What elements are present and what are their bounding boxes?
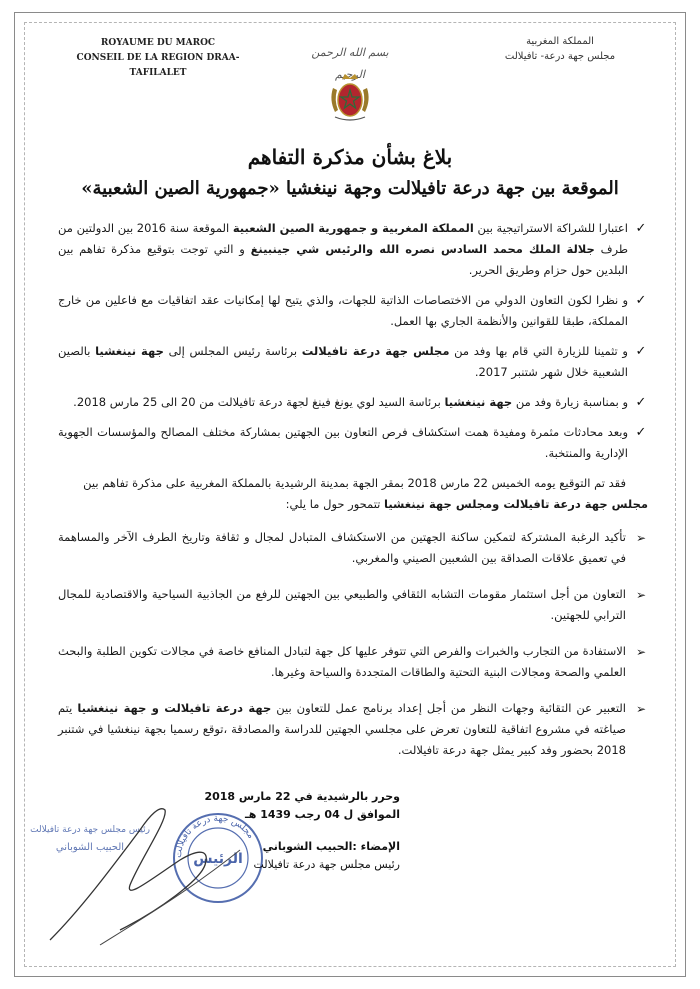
consideration-text: و نظرا لكون التعاون الدولي من الاختصاصات الذاتية للجهات، والذي يتيح لها إمكانيات عقد اتفاقيات مع فاعلين من خارج المملكة، طبقا للقوانين والأنظمة الجاري بها العمل. [58, 293, 628, 328]
header-council-ar: مجلس جهة درعة- تافيلالت [504, 51, 616, 62]
point-text: تأكيد الرغبة المشتركة لتمكين ساكنة الجهتين من الاستكشاف المتبادل لمجال و ثقافة وتاريخ الطرف الآخر والمساهمة في تعميق علاقات الصداقة بين الشعبين الصيني والمغربي. [58, 530, 626, 565]
consideration-text: برئاسة رئيس المجلس إلى [163, 344, 302, 358]
point-text: التعبير عن التقائية وجهات النظر من أجل إعداد برنامج عمل للتعاون بين [271, 701, 627, 715]
intro-line-1: فقد تم التوقيع يومه الخميس 22 مارس 2018 بمقر الجهة بمدينة الرشيدية بالمملكة المغربية على مذكرة تفاهم بين [83, 476, 626, 490]
consideration-text: برئاسة السيد لوي يونغ فينغ لجهة درعة تافيلالت من 20 الى 25 مارس 2018. [73, 395, 445, 409]
signing-intro [58, 473, 648, 515]
consideration-text: و التي توجت بتوقيع مذكرة تفاهم بين البلدين حول حزام وطريق الحرير. [58, 242, 628, 277]
check-icon: ✓ [635, 221, 647, 236]
consideration-bold: جهة نينغشيا [95, 344, 164, 358]
consideration-text: اعتبارا للشراكة الاستراتيجية بين [473, 221, 628, 235]
consideration-text: وبعد محادثات مثمرة ومفيدة همت استكشاف فرص التعاون بين الجهتين بمشاركة مختلف المصالح والمؤسسات الجهوية الإدارية والمنتخبة. [58, 425, 628, 460]
intro-line-2-post: تتمحور حول ما يلي: [285, 497, 385, 511]
header-french [58, 36, 258, 81]
intro-line-2 [58, 494, 648, 515]
consideration-item [58, 218, 648, 281]
title-line-2: الموقعة بين جهة درعة تافيلالت وجهة نينغشيا «جمهورية الصين الشعبية» [81, 178, 619, 199]
consideration-item [58, 290, 648, 332]
basmala-calligraphy: بسم الله الرحمن الرحيم [311, 46, 389, 81]
stamp-rect-line-1: رئيس مجلس جهة درعة تافيلالت [30, 825, 150, 835]
consideration-item [58, 341, 648, 383]
signatory-role: رئيس مجلس جهة درعة تافيلالت [253, 858, 400, 871]
document-body [58, 218, 648, 776]
signed-by: الإمضاء :الحبيب الشوباني [262, 840, 400, 853]
title-line-1: بلاغ بشأن مذكرة التفاهم [247, 145, 453, 169]
consideration-bold: المملكة المغربية و جمهورية الصين الشعبية [232, 221, 474, 235]
check-icon: ✓ [635, 344, 647, 359]
mou-point [58, 527, 648, 569]
point-bold: جهة درعة تافيلالت و جهة نينغشيا [77, 701, 272, 715]
hijri-date: الموافق ل 04 رجب 1439 هـ [245, 808, 400, 821]
arrow-bullet-icon: ➢ [635, 531, 647, 545]
arrow-bullet-icon: ➢ [635, 702, 647, 716]
stamp-rect-line-2: الحبيب الشوباني [55, 842, 125, 853]
signature-block [140, 788, 400, 874]
header-kingdom-ar: المملكة المغربية [526, 36, 594, 47]
consideration-item [58, 422, 648, 464]
consideration-bold: مجلس جهة درعة تافيلالت [301, 344, 450, 358]
arrow-bullet-icon: ➢ [635, 645, 647, 659]
check-icon: ✓ [635, 293, 647, 308]
mou-point [58, 584, 648, 626]
arrow-bullet-icon: ➢ [635, 588, 647, 602]
check-icon: ✓ [635, 395, 647, 410]
point-text: الاستفادة من التجارب والخبرات والفرص التي تتوفر عليها كل جهة لتبادل المنافع خاصة في مجالات تكوين الطلبة والبحث العلمي والصحة ومجالات البنية التحتية والطاقات المتجددة والسياحة وغيرها. [58, 644, 626, 679]
consideration-text: و بمناسبة زيارة وفد من [512, 395, 628, 409]
header-kingdom-fr: ROYAUME DU MAROC [100, 38, 216, 48]
intro-parties: مجلس جهة درعة تافيلالت ومجلس جهة نينغشيا [384, 497, 648, 511]
stamp-ring-text: مجلس جهة درعة تافيلالت [173, 813, 256, 859]
consideration-text: و تثمينا للزيارة التي قام بها وفد من [449, 344, 628, 358]
stamp-center-text: الرئيس [193, 851, 243, 867]
consideration-bold: جلالة الملك محمد السادس نصره الله والرئيس شي جينبينغ [250, 242, 595, 256]
consideration-text: الموقعة سنة 2016 بين الدولتين من طرف [58, 221, 628, 256]
consideration-text: بالصين الشعبية خلال شهر شتنبر 2017. [58, 344, 628, 379]
consideration-bold: جهة نينغشيا [444, 395, 513, 409]
consideration-item [58, 392, 648, 413]
point-text: يتم صياغته في مشروع اتفاقية للتعاون تعرض على مجلسي الجهتين للدراسة والمصادقة ،توقع رسميا بجهة نينغشيا في شتنبر 2018 بحضور وفد كبير يمثل جهة درعة تافيلالت. [58, 701, 626, 757]
mou-point [58, 698, 648, 761]
point-text: التعاون من أجل استثمار مقومات التشابه الثقافي والطبيعي بين الجهتين للرفع من الجاذبية السياحية والاقتصادية للمجال الترابي للجهتين. [58, 587, 626, 622]
mou-point [58, 641, 648, 683]
header-arabic [480, 34, 640, 64]
place-date: وحرر بالرشيدية في 22 مارس 2018 [204, 790, 400, 803]
document-title [60, 140, 640, 204]
check-icon: ✓ [635, 425, 647, 440]
header-council-fr: CONSEIL DE LA REGION DRAA- TAFILALET [76, 53, 240, 78]
morocco-coat-of-arms-icon [325, 70, 375, 125]
